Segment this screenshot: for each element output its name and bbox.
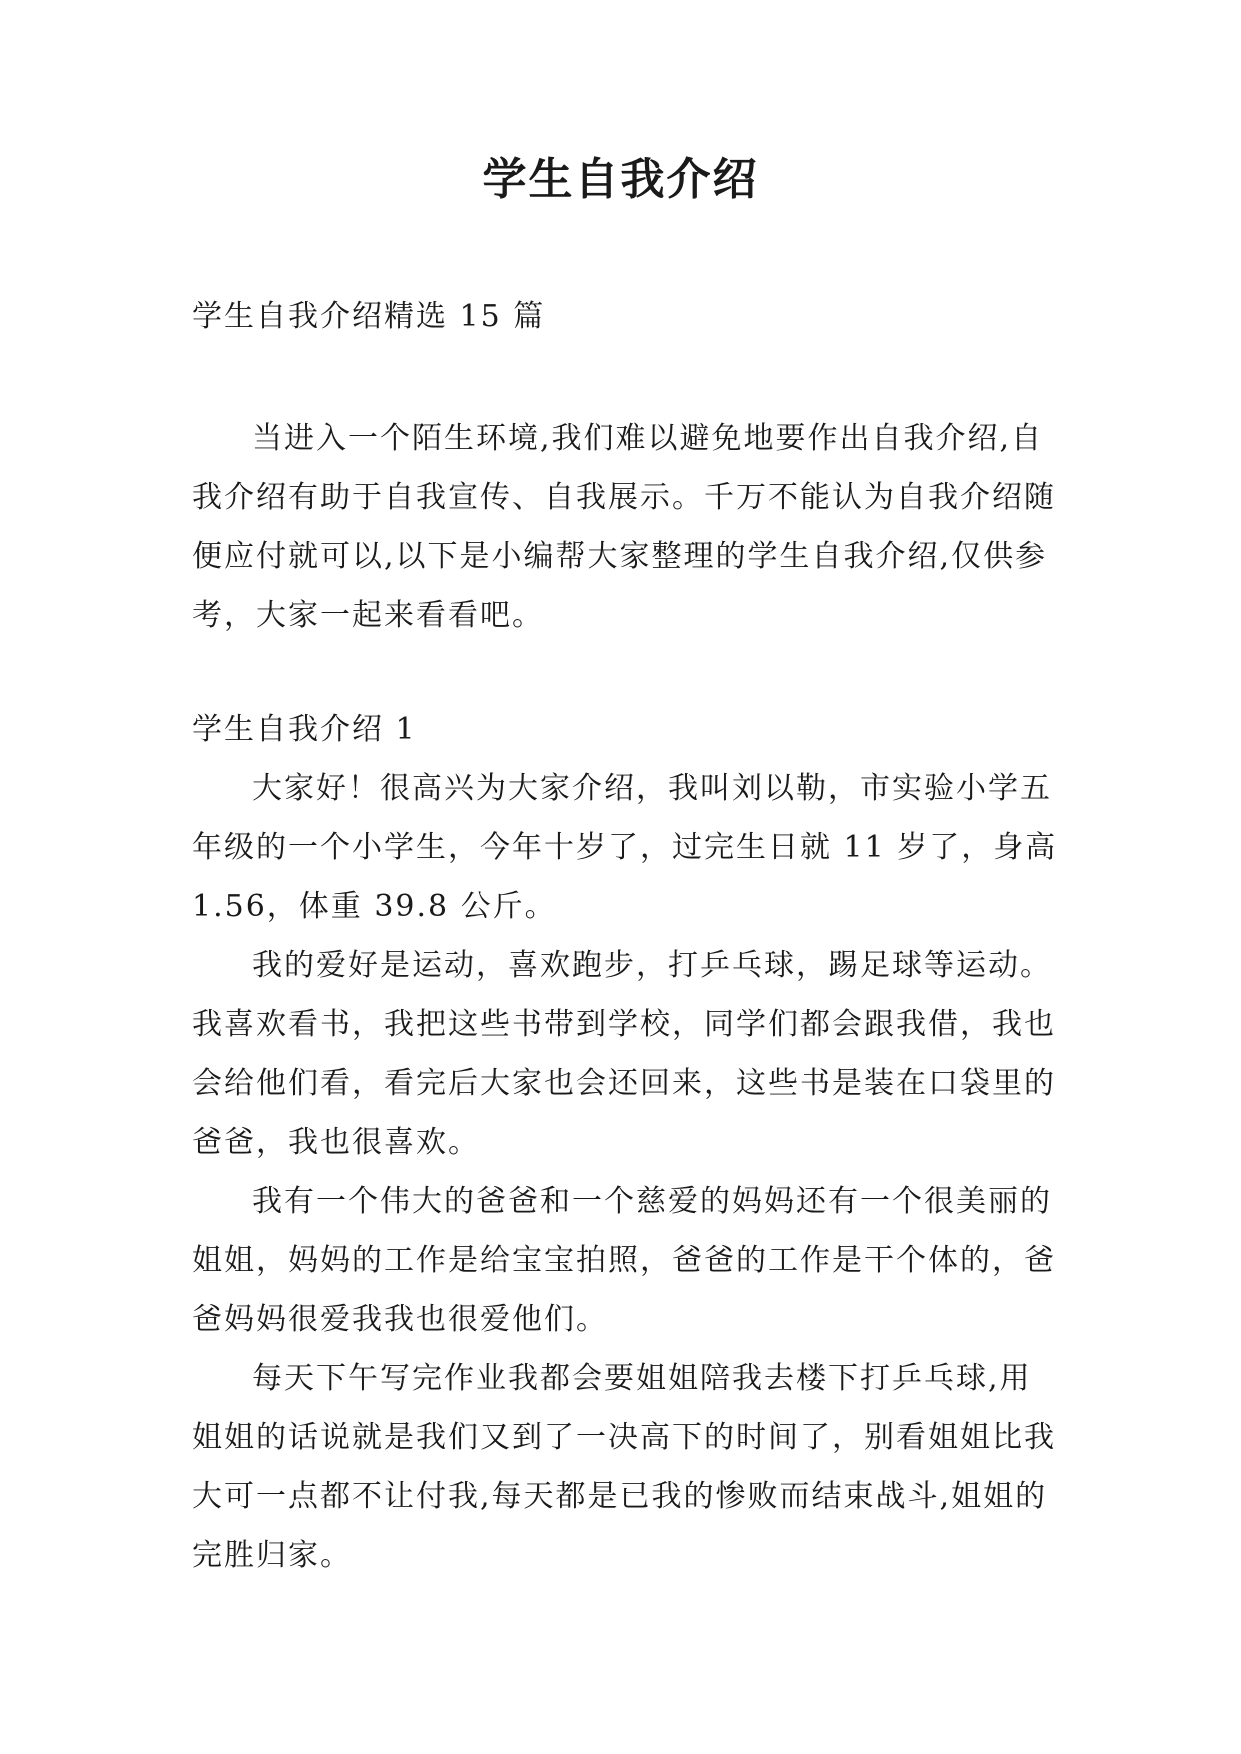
intro-paragraph: 当进入一个陌生环境,我们难以避免地要作出自我介绍,自我介绍有助于自我宣传、自我展示。千万不能认为自我介绍随便应付就可以,以下是小编帮大家整理的学生自我介绍,仅供参考，大家一起来看看吧。 <box>192 421 1056 633</box>
section-1 <box>192 700 1062 1585</box>
section-paragraph-1: 大家好！很高兴为大家介绍，我叫刘以勒，市实验小学五年级的一个小学生，今年十岁了，过完生日就 11 岁了，身高 1.56，体重 39.8 公斤。 <box>192 771 1058 924</box>
section-paragraph-2: 我的爱好是运动，喜欢跑步，打乒乓球，踢足球等运动。我喜欢看书，我把这些书带到学校，同学们都会跟我借，我也会给他们看，看完后大家也会还回来，这些书是装在口袋里的爸爸，我也很喜欢。 <box>192 948 1056 1160</box>
document-title: 学生自我介绍 <box>482 154 759 205</box>
section-paragraph-3: 我有一个伟大的爸爸和一个慈爱的妈妈还有一个很美丽的姐姐，妈妈的工作是给宝宝拍照，爸爸的工作是干个体的，爸爸妈妈很爱我我也很爱他们。 <box>192 1184 1056 1337</box>
document-subtitle: 学生自我介绍精选 15 篇 <box>192 299 546 334</box>
section-paragraph-4: 每天下午写完作业我都会要姐姐陪我去楼下打乒乓球,用姐姐的话说就是我们又到了一决高下的时间了，别看姐姐比我大可一点都不让付我,每天都是已我的惨败而结束战斗,姐姐的完胜归家。 <box>192 1361 1056 1573</box>
section-heading: 学生自我介绍 1 <box>192 712 417 747</box>
